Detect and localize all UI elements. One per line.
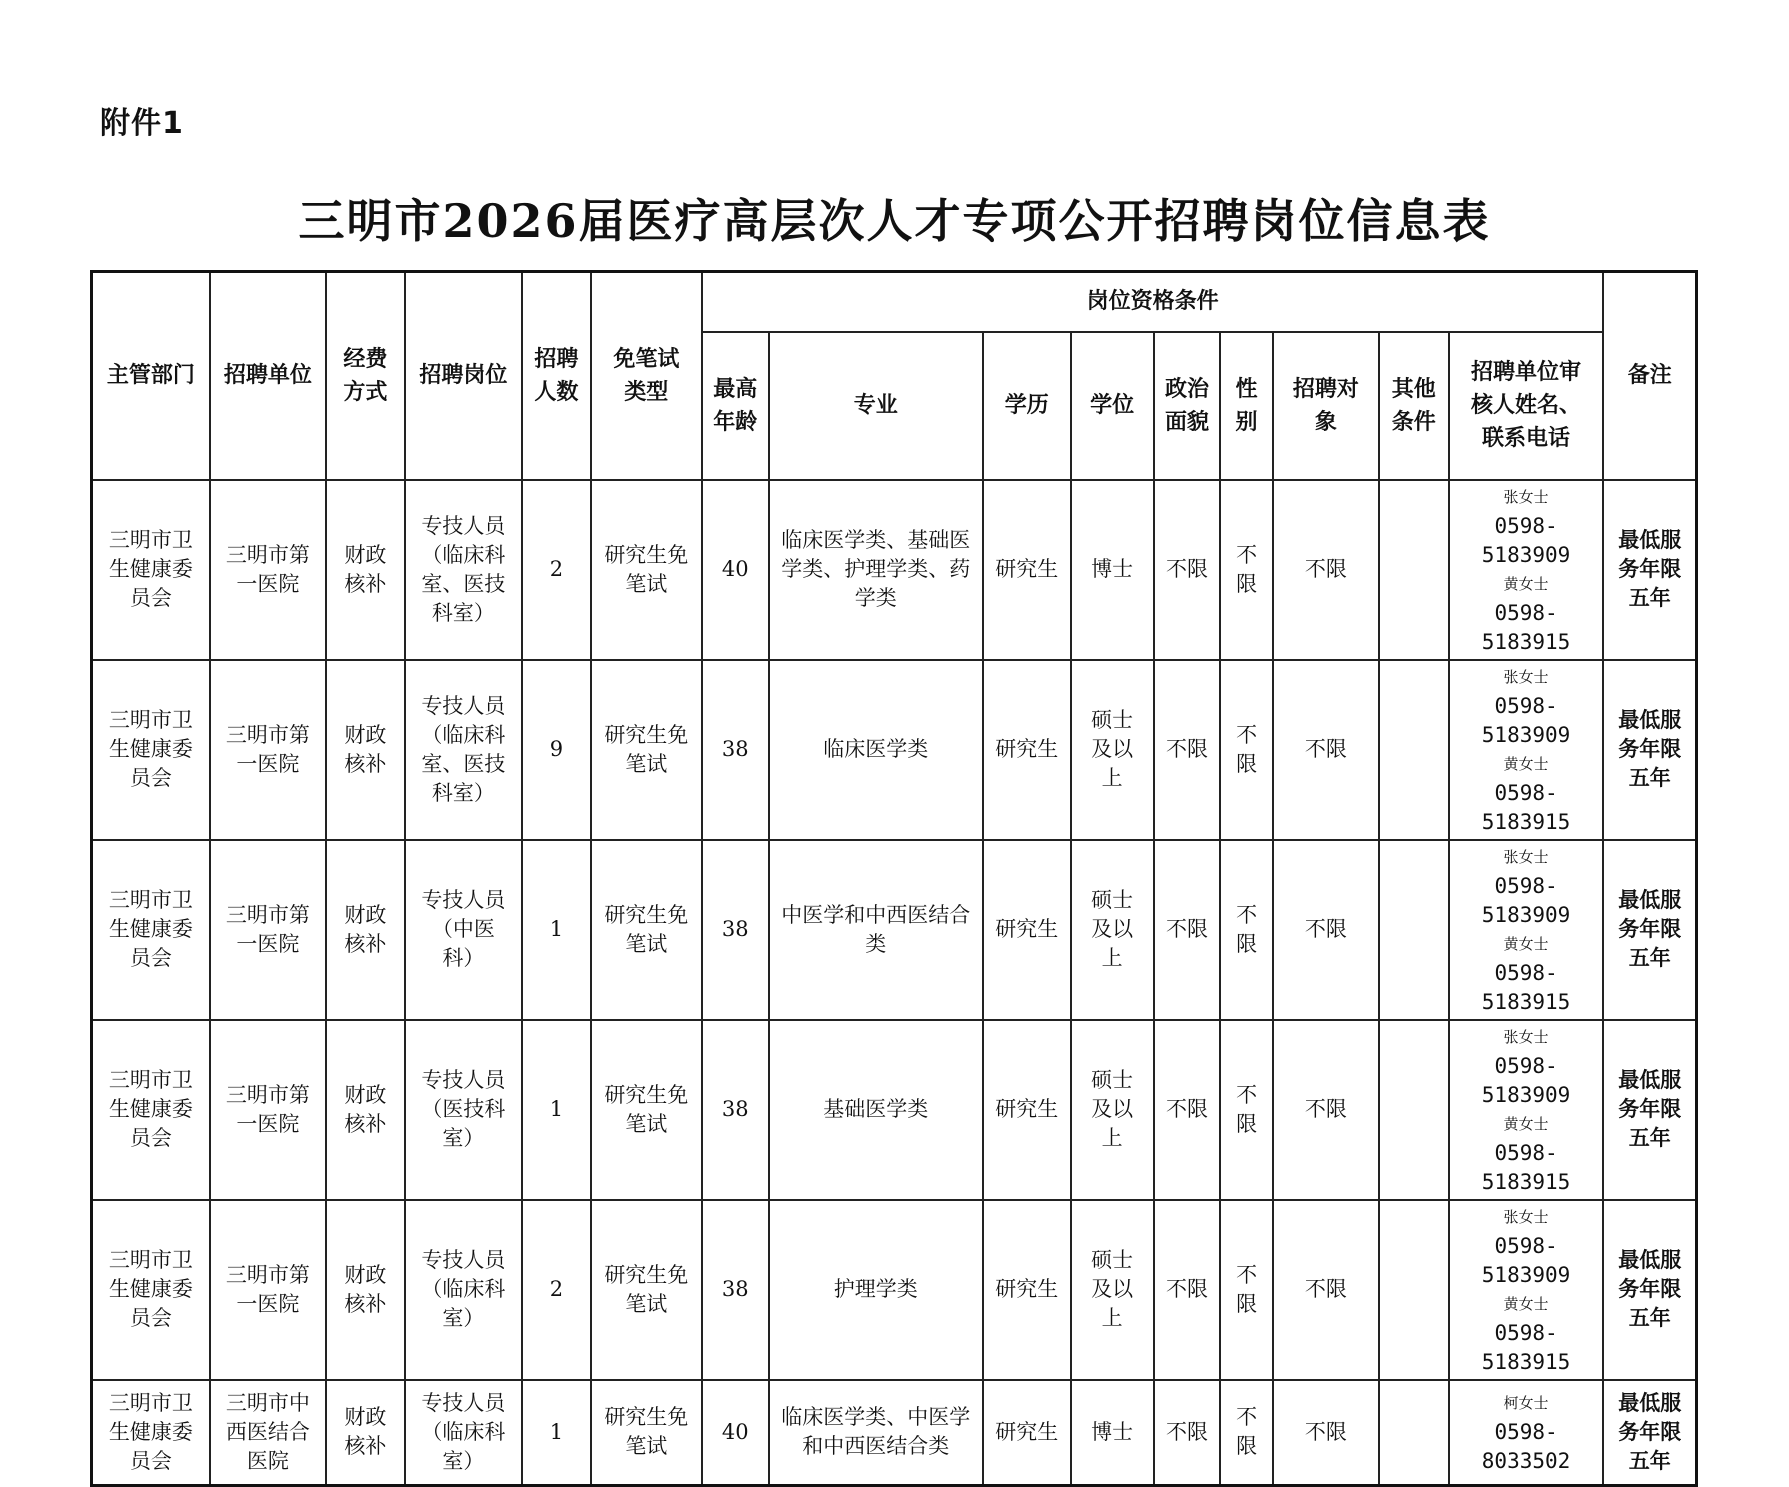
contact2-name: 黄女士 xyxy=(1503,574,1549,593)
contact2-phone: 0598-5183915 xyxy=(1481,960,1571,1014)
cell-politics: 不限 xyxy=(1154,1380,1221,1486)
cell-unit: 三明市第一医院 xyxy=(210,480,326,660)
header-note: 备注 xyxy=(1603,272,1696,480)
header-education: 学历 xyxy=(983,332,1071,480)
cell-note: 最低服务年限五年 xyxy=(1603,1200,1696,1380)
cell-note: 最低服务年限五年 xyxy=(1603,1380,1696,1486)
cell-contact xyxy=(1449,480,1604,660)
cell-contact xyxy=(1449,1200,1604,1380)
cell-exam: 研究生免笔试 xyxy=(591,660,702,840)
header-post: 招聘岗位 xyxy=(405,272,522,480)
contact2-name: 黄女士 xyxy=(1503,1294,1549,1313)
cell-degree: 硕士及以上 xyxy=(1071,1020,1154,1200)
cell-degree: 硕士及以上 xyxy=(1071,1200,1154,1380)
contact1-name: 张女士 xyxy=(1503,1027,1549,1046)
cell-education: 研究生 xyxy=(983,1380,1071,1486)
cell-other xyxy=(1379,1200,1449,1380)
cell-exam: 研究生免笔试 xyxy=(591,1200,702,1380)
cell-target: 不限 xyxy=(1273,1200,1379,1380)
cell-unit: 三明市第一医院 xyxy=(210,840,326,1020)
cell-exam: 研究生免笔试 xyxy=(591,1380,702,1486)
cell-unit: 三明市第一医院 xyxy=(210,660,326,840)
cell-target: 不限 xyxy=(1273,1380,1379,1486)
cell-gender: 不限 xyxy=(1220,480,1273,660)
table-body xyxy=(92,480,1697,1486)
cell-age: 38 xyxy=(702,1020,769,1200)
cell-politics: 不限 xyxy=(1154,1200,1221,1380)
header-funding: 经费方式 xyxy=(326,272,405,480)
cell-dept: 三明市卫生健康委员会 xyxy=(92,1380,210,1486)
header-other: 其他条件 xyxy=(1379,332,1449,480)
cell-target: 不限 xyxy=(1273,1020,1379,1200)
contact1-phone: 0598-5183909 xyxy=(1481,873,1571,927)
cell-count: 1 xyxy=(522,840,591,1020)
cell-post: 专技人员（医技科室） xyxy=(405,1020,522,1200)
header-count: 招聘人数 xyxy=(522,272,591,480)
cell-other xyxy=(1379,840,1449,1020)
page-title: 三明市2026届医疗高层次人才专项公开招聘岗位信息表 xyxy=(298,194,1491,248)
cell-dept: 三明市卫生健康委员会 xyxy=(92,480,210,660)
cell-education: 研究生 xyxy=(983,660,1071,840)
cell-count: 1 xyxy=(522,1380,591,1486)
table-row xyxy=(92,1380,1697,1486)
header-qualifications: 岗位资格条件 xyxy=(702,272,1604,332)
header-gender: 性别 xyxy=(1220,332,1273,480)
contact2-phone: 0598-5183915 xyxy=(1481,780,1571,834)
cell-exam: 研究生免笔试 xyxy=(591,840,702,1020)
cell-contact xyxy=(1449,840,1604,1020)
contact1-name: 张女士 xyxy=(1503,487,1549,506)
cell-major: 基础医学类 xyxy=(769,1020,983,1200)
header-age: 最高年龄 xyxy=(702,332,769,480)
cell-dept: 三明市卫生健康委员会 xyxy=(92,1020,210,1200)
contact1-phone: 0598-5183909 xyxy=(1481,693,1571,747)
cell-exam: 研究生免笔试 xyxy=(591,480,702,660)
cell-major: 中医学和中西医结合类 xyxy=(769,840,983,1020)
table-row xyxy=(92,480,1697,660)
table-row xyxy=(92,1020,1697,1200)
cell-unit: 三明市中西医结合医院 xyxy=(210,1380,326,1486)
cell-politics: 不限 xyxy=(1154,660,1221,840)
contact2-name: 黄女士 xyxy=(1503,934,1549,953)
cell-politics: 不限 xyxy=(1154,480,1221,660)
cell-age: 40 xyxy=(702,1380,769,1486)
cell-gender: 不限 xyxy=(1220,660,1273,840)
header-target: 招聘对象 xyxy=(1273,332,1379,480)
cell-funding: 财政核补 xyxy=(326,840,405,1020)
cell-education: 研究生 xyxy=(983,840,1071,1020)
cell-unit: 三明市第一医院 xyxy=(210,1200,326,1380)
header-exam: 免笔试类型 xyxy=(591,272,702,480)
cell-major: 临床医学类 xyxy=(769,660,983,840)
cell-politics: 不限 xyxy=(1154,1020,1221,1200)
cell-funding: 财政核补 xyxy=(326,1380,405,1486)
cell-dept: 三明市卫生健康委员会 xyxy=(92,1200,210,1380)
contact1-name: 张女士 xyxy=(1503,847,1549,866)
cell-count: 9 xyxy=(522,660,591,840)
cell-age: 38 xyxy=(702,840,769,1020)
cell-contact xyxy=(1449,660,1604,840)
cell-unit: 三明市第一医院 xyxy=(210,1020,326,1200)
table-row xyxy=(92,660,1697,840)
contact2-name: 黄女士 xyxy=(1503,1114,1549,1133)
table-row xyxy=(92,840,1697,1020)
cell-target: 不限 xyxy=(1273,840,1379,1020)
cell-age: 38 xyxy=(702,1200,769,1380)
table-header xyxy=(92,272,1697,480)
cell-other xyxy=(1379,480,1449,660)
cell-other xyxy=(1379,1380,1449,1486)
contact1-name: 张女士 xyxy=(1503,667,1549,686)
cell-major: 临床医学类、中医学和中西医结合类 xyxy=(769,1380,983,1486)
cell-funding: 财政核补 xyxy=(326,1200,405,1380)
cell-funding: 财政核补 xyxy=(326,1020,405,1200)
cell-politics: 不限 xyxy=(1154,840,1221,1020)
cell-note: 最低服务年限五年 xyxy=(1603,840,1696,1020)
contact1-name: 张女士 xyxy=(1503,1207,1549,1226)
header-unit: 招聘单位 xyxy=(210,272,326,480)
cell-gender: 不限 xyxy=(1220,1380,1273,1486)
cell-age: 40 xyxy=(702,480,769,660)
cell-exam: 研究生免笔试 xyxy=(591,1020,702,1200)
header-contact: 招聘单位审核人姓名、联系电话 xyxy=(1449,332,1604,480)
cell-major: 临床医学类、基础医学类、护理学类、药学类 xyxy=(769,480,983,660)
job-table xyxy=(90,270,1698,1487)
cell-education: 研究生 xyxy=(983,1200,1071,1380)
cell-age: 38 xyxy=(702,660,769,840)
table-row xyxy=(92,1200,1697,1380)
cell-post: 专技人员（中医科） xyxy=(405,840,522,1020)
contact2-name: 黄女士 xyxy=(1503,754,1549,773)
cell-count: 2 xyxy=(522,1200,591,1380)
cell-contact xyxy=(1449,1380,1604,1486)
contact1-name: 柯女士 xyxy=(1503,1393,1549,1412)
cell-note: 最低服务年限五年 xyxy=(1603,1020,1696,1200)
cell-gender: 不限 xyxy=(1220,840,1273,1020)
cell-degree: 硕士及以上 xyxy=(1071,660,1154,840)
cell-post: 专技人员（临床科室、医技科室） xyxy=(405,660,522,840)
header-dept: 主管部门 xyxy=(92,272,210,480)
cell-dept: 三明市卫生健康委员会 xyxy=(92,660,210,840)
contact1-phone: 0598-8033502 xyxy=(1481,1419,1571,1473)
contact1-phone: 0598-5183909 xyxy=(1481,513,1571,567)
cell-post: 专技人员（临床科室） xyxy=(405,1200,522,1380)
cell-major: 护理学类 xyxy=(769,1200,983,1380)
cell-education: 研究生 xyxy=(983,1020,1071,1200)
cell-count: 2 xyxy=(522,480,591,660)
cell-other xyxy=(1379,660,1449,840)
cell-count: 1 xyxy=(522,1020,591,1200)
cell-degree: 博士 xyxy=(1071,1380,1154,1486)
cell-contact xyxy=(1449,1020,1604,1200)
cell-post: 专技人员（临床科室、医技科室） xyxy=(405,480,522,660)
cell-other xyxy=(1379,1020,1449,1200)
contact1-phone: 0598-5183909 xyxy=(1481,1233,1571,1287)
cell-note: 最低服务年限五年 xyxy=(1603,480,1696,660)
cell-degree: 博士 xyxy=(1071,480,1154,660)
cell-gender: 不限 xyxy=(1220,1200,1273,1380)
attachment-label: 附件1 xyxy=(100,106,184,141)
cell-target: 不限 xyxy=(1273,660,1379,840)
cell-education: 研究生 xyxy=(983,480,1071,660)
cell-funding: 财政核补 xyxy=(326,660,405,840)
contact2-phone: 0598-5183915 xyxy=(1481,600,1571,654)
header-degree: 学位 xyxy=(1071,332,1154,480)
contact2-phone: 0598-5183915 xyxy=(1481,1320,1571,1374)
cell-note: 最低服务年限五年 xyxy=(1603,660,1696,840)
contact1-phone: 0598-5183909 xyxy=(1481,1053,1571,1107)
contact2-phone: 0598-5183915 xyxy=(1481,1140,1571,1194)
header-politics: 政治面貌 xyxy=(1154,332,1221,480)
cell-funding: 财政核补 xyxy=(326,480,405,660)
cell-degree: 硕士及以上 xyxy=(1071,840,1154,1020)
cell-gender: 不限 xyxy=(1220,1020,1273,1200)
cell-post: 专技人员（临床科室） xyxy=(405,1380,522,1486)
cell-target: 不限 xyxy=(1273,480,1379,660)
header-major: 专业 xyxy=(769,332,983,480)
cell-dept: 三明市卫生健康委员会 xyxy=(92,840,210,1020)
